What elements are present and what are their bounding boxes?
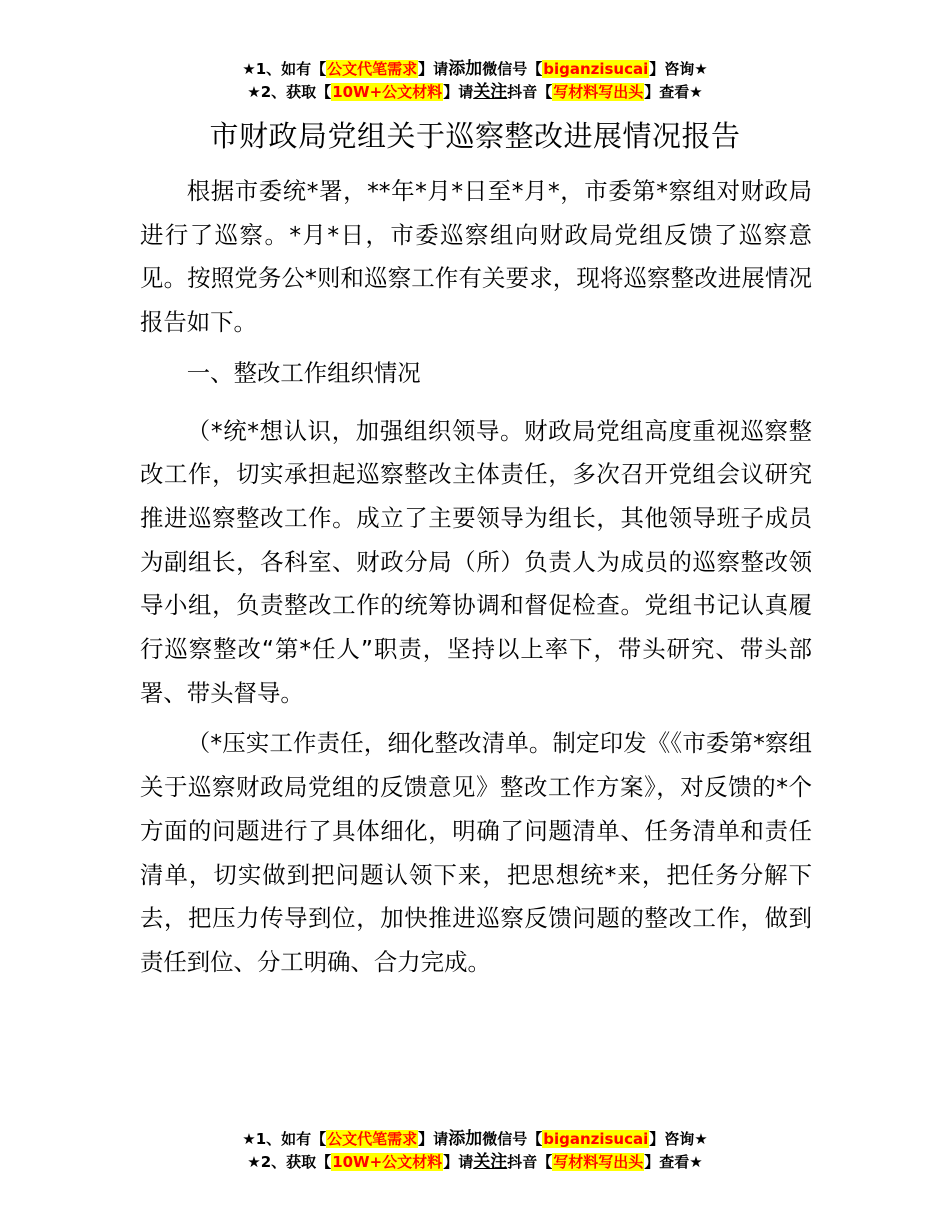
- banner-text: 】查看★: [644, 83, 703, 101]
- highlight-service: 公文代笔需求: [327, 60, 418, 78]
- banner-text: 】请: [418, 60, 449, 78]
- banner-text: ★1、如有【: [242, 1130, 327, 1148]
- banner-line-2: [0, 1151, 950, 1174]
- footer-banner: [0, 1128, 950, 1174]
- banner-text: 微信号【: [482, 1130, 543, 1148]
- banner-text: 抖音【: [507, 83, 553, 101]
- banner-emphasis: 关注: [473, 1152, 508, 1172]
- banner-line-1: [0, 58, 950, 81]
- paragraph-organization: （*统*想认识，加强组织领导。财政局党组高度重视巡察整改工作，切实承担起巡察整改主体责任，多次召开党组会议研究推进巡察整改工作。成立了主要领导为组长，其他领导班子成员为副组长，各科室、财政分局（所）负责人为成员的巡察整改领导小组，负责整改工作的统筹协调和督促检查。党组书记认真履行巡察整改“第*任人”职责，坚持以上率下，带头研究、带头部署、带头督导。: [140, 416, 812, 707]
- document-title: 市财政局党组关于巡察整改进展情况报告: [209, 119, 741, 153]
- highlight-douyin-id: 写材料写出头: [553, 1153, 644, 1171]
- banner-text: 抖音【: [507, 1153, 553, 1171]
- banner-emphasis: 添加: [448, 59, 483, 79]
- paragraph-responsibility: （*压实工作责任，细化整改清单。制定印发《《市委第*察组关于巡察财政局党组的反馈意见》整改工作方案》，对反馈的*个方面的问题进行了具体细化，明确了问题清单、任务清单和责任清单，切实做到把问题认领下来，把思想统*来，把任务分解下去，把压力传导到位，加快推进巡察反馈问题的整改工作，做到责任到位、分工明确、合力完成。: [140, 729, 812, 976]
- banner-emphasis: 添加: [448, 1129, 483, 1149]
- banner-text: 】请: [418, 1130, 449, 1148]
- banner-text: 】查看★: [644, 1153, 703, 1171]
- highlight-douyin-id: 写材料写出头: [553, 83, 644, 101]
- banner-line-2: [0, 81, 950, 104]
- banner-text: ★2、获取【: [247, 1153, 332, 1171]
- banner-line-1: [0, 1128, 950, 1151]
- banner-text: ★2、获取【: [247, 83, 332, 101]
- banner-emphasis: 关注: [473, 82, 508, 102]
- highlight-service: 公文代笔需求: [327, 1130, 418, 1148]
- banner-text: 】请: [443, 1153, 474, 1171]
- banner-text: 】咨询★: [649, 60, 708, 78]
- paragraph-intro: 根据市委统*署，**年*月*日至*月*，市委第*察组对财政局进行了巡察。*月*日，市委巡察组向财政局党组反馈了巡察意见。按照党务公*则和巡察工作有关要求，现将巡察整改进展情况报告如下。: [140, 177, 812, 337]
- banner-text: 】请: [443, 83, 474, 101]
- document-body: [140, 170, 812, 992]
- highlight-wechat-id: biganzisucai: [543, 60, 649, 78]
- highlight-wechat-id: biganzisucai: [543, 1130, 649, 1148]
- banner-text: 】咨询★: [649, 1130, 708, 1148]
- highlight-materials: 10W+公文材料: [332, 83, 443, 101]
- highlight-materials: 10W+公文材料: [332, 1153, 443, 1171]
- banner-text: 微信号【: [482, 60, 543, 78]
- header-banner: [0, 58, 950, 104]
- section-heading: 一、整改工作组织情况: [186, 358, 421, 387]
- banner-text: ★1、如有【: [242, 60, 327, 78]
